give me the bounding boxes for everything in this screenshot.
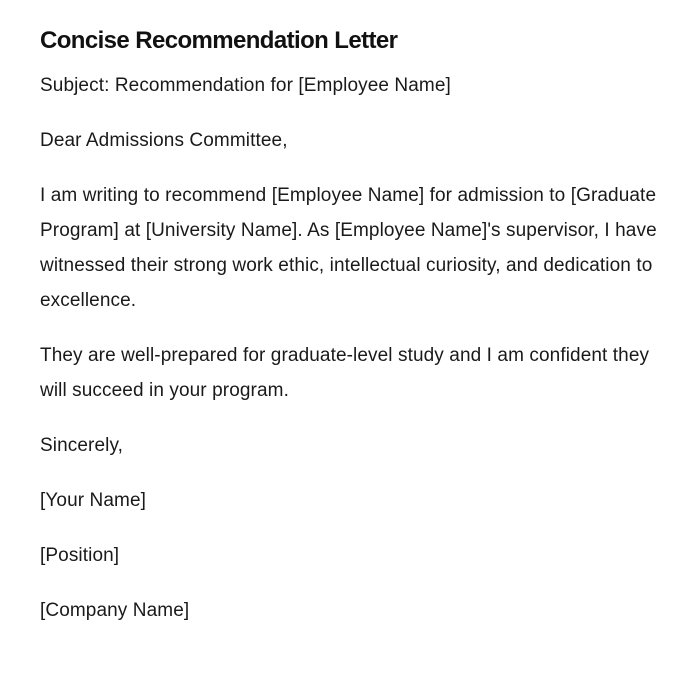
signature-company: [Company Name] xyxy=(40,600,190,621)
letter-closing: Sincerely, xyxy=(40,435,124,456)
letter-salutation: Dear Admissions Committee, xyxy=(40,130,288,151)
letter-paragraph-2: They are well-prepared for graduate-level study and I am confident they will succeed in your program. xyxy=(40,345,650,401)
signature-position: [Position] xyxy=(40,545,120,566)
signature-name: [Your Name] xyxy=(40,490,147,511)
letter-subject: Subject: Recommendation for [Employee Name] xyxy=(40,75,451,96)
letter-document xyxy=(40,24,660,628)
letter-paragraph-1: I am writing to recommend [Employee Name] for admission to [Graduate Program] at [University Name]. As [Employee Name]'s supervisor, I have witnessed their strong work ethic, intellectual curiosity, and dedication to excellence. xyxy=(40,185,657,311)
letter-title: Concise Recommendation Letter xyxy=(40,27,398,54)
